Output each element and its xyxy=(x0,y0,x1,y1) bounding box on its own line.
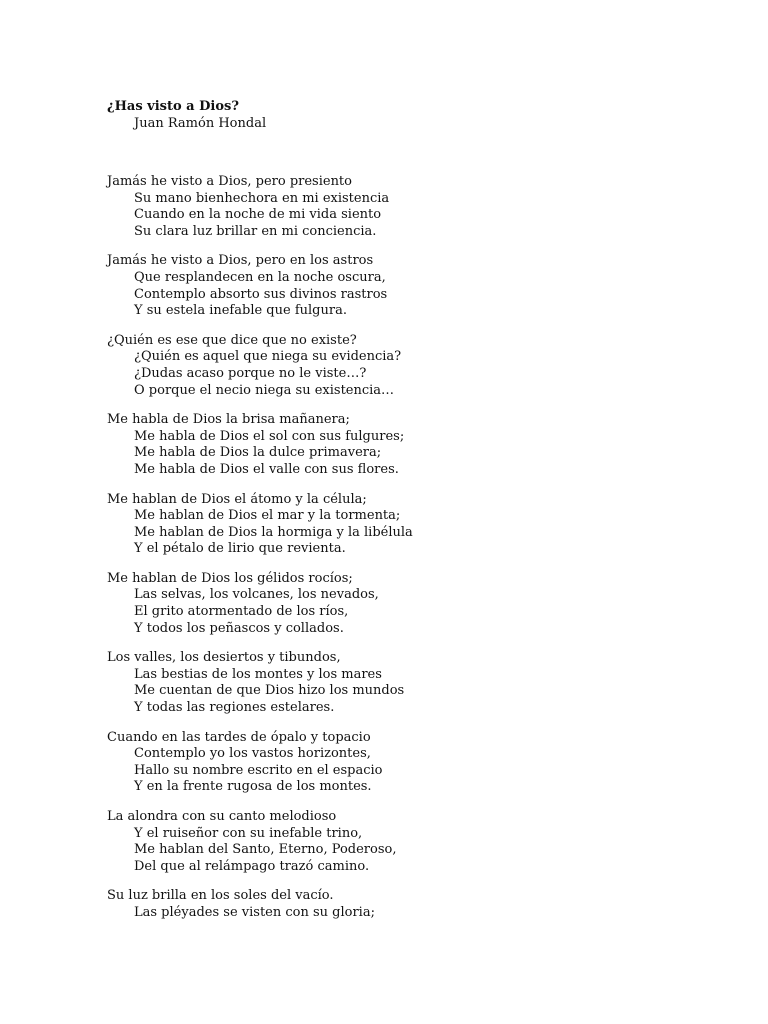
verse-line: ¿Quién es ese que dice que no existe? xyxy=(107,332,357,348)
verse-line: Me habla de Dios el valle con sus flores. xyxy=(134,461,399,477)
verse-line: Las pléyades se visten con su gloria; xyxy=(134,904,375,920)
verse-line: Y el ruiseñor con su inefable trino, xyxy=(134,825,363,841)
stanza xyxy=(107,809,707,875)
stanza xyxy=(107,333,707,399)
verse-line: Jamás he visto a Dios, pero en los astros xyxy=(107,253,374,269)
verse-line: Cuando en las tardes de ópalo y topacio xyxy=(107,729,371,745)
verse-line: Del que al relámpago trazó camino. xyxy=(134,858,370,874)
verse-line: Y su estela inefable que fulgura. xyxy=(134,303,347,319)
verse-line: Me hablan de Dios los gélidos rocíos; xyxy=(107,570,353,586)
verse-line: Las selvas, los volcanes, los nevados, xyxy=(134,587,379,603)
verse-line: Y el pétalo de lirio que revienta. xyxy=(134,541,346,557)
verse-line: Me hablan de Dios la hormiga y la libélula xyxy=(134,524,413,540)
poem-body xyxy=(107,174,707,922)
verse-line: Los valles, los desiertos y tibundos, xyxy=(107,650,341,666)
verse-line: Y en la frente rugosa de los montes. xyxy=(134,779,372,795)
stanza xyxy=(107,888,707,921)
verse-line: Hallo su nombre escrito en el espacio xyxy=(134,762,383,778)
verse-line: Su mano bienhechora en mi existencia xyxy=(134,190,390,206)
verse-line: Contemplo absorto sus divinos rastros xyxy=(134,286,388,302)
verse-line: Me habla de Dios la dulce primavera; xyxy=(134,445,382,461)
stanza xyxy=(107,253,707,319)
stanza xyxy=(107,492,707,558)
verse-line: Y todas las regiones estelares. xyxy=(134,700,335,716)
stanza xyxy=(107,174,707,240)
verse-line: Cuando en la noche de mi vida siento xyxy=(134,207,382,223)
verse-line: Jamás he visto a Dios, pero presiento xyxy=(107,174,352,189)
verse-line: Me habla de Dios el sol con sus fulgures; xyxy=(134,428,405,444)
verse-line: Me hablan de Dios el átomo y la célula; xyxy=(107,491,367,507)
verse-line: El grito atormentado de los ríos, xyxy=(134,604,349,620)
poem-title: ¿Has visto a Dios? xyxy=(107,99,239,114)
verse-line: Su luz brilla en los soles del vacío. xyxy=(107,888,334,904)
verse-line: O porque el necio niega su existencia… xyxy=(134,382,395,398)
verse-line: Que resplandecen en la noche oscura, xyxy=(134,269,386,285)
poem-author: Juan Ramón Hondal xyxy=(134,116,267,131)
verse-line: Me habla de Dios la brisa mañanera; xyxy=(107,412,350,428)
verse-line: Y todos los peñascos y collados. xyxy=(134,620,344,636)
verse-line: Su clara luz brillar en mi conciencia. xyxy=(134,223,377,239)
verse-line: Me hablan de Dios el mar y la tormenta; xyxy=(134,508,401,524)
verse-line: Contemplo yo los vastos horizontes, xyxy=(134,746,371,762)
verse-line: Me cuentan de que Dios hizo los mundos xyxy=(134,683,405,699)
document-page xyxy=(107,98,707,935)
verse-line: La alondra con su canto melodioso xyxy=(107,809,337,824)
stanza xyxy=(107,730,707,796)
verse-line: Me hablan del Santo, Eterno, Poderoso, xyxy=(134,842,397,858)
stanza xyxy=(107,650,707,716)
stanza xyxy=(107,412,707,478)
verse-line: Las bestias de los montes y los mares xyxy=(134,666,382,682)
verse-line: ¿Dudas acaso porque no le viste…? xyxy=(134,365,367,381)
verse-line: ¿Quién es aquel que niega su evidencia? xyxy=(134,349,402,365)
stanza xyxy=(107,571,707,637)
